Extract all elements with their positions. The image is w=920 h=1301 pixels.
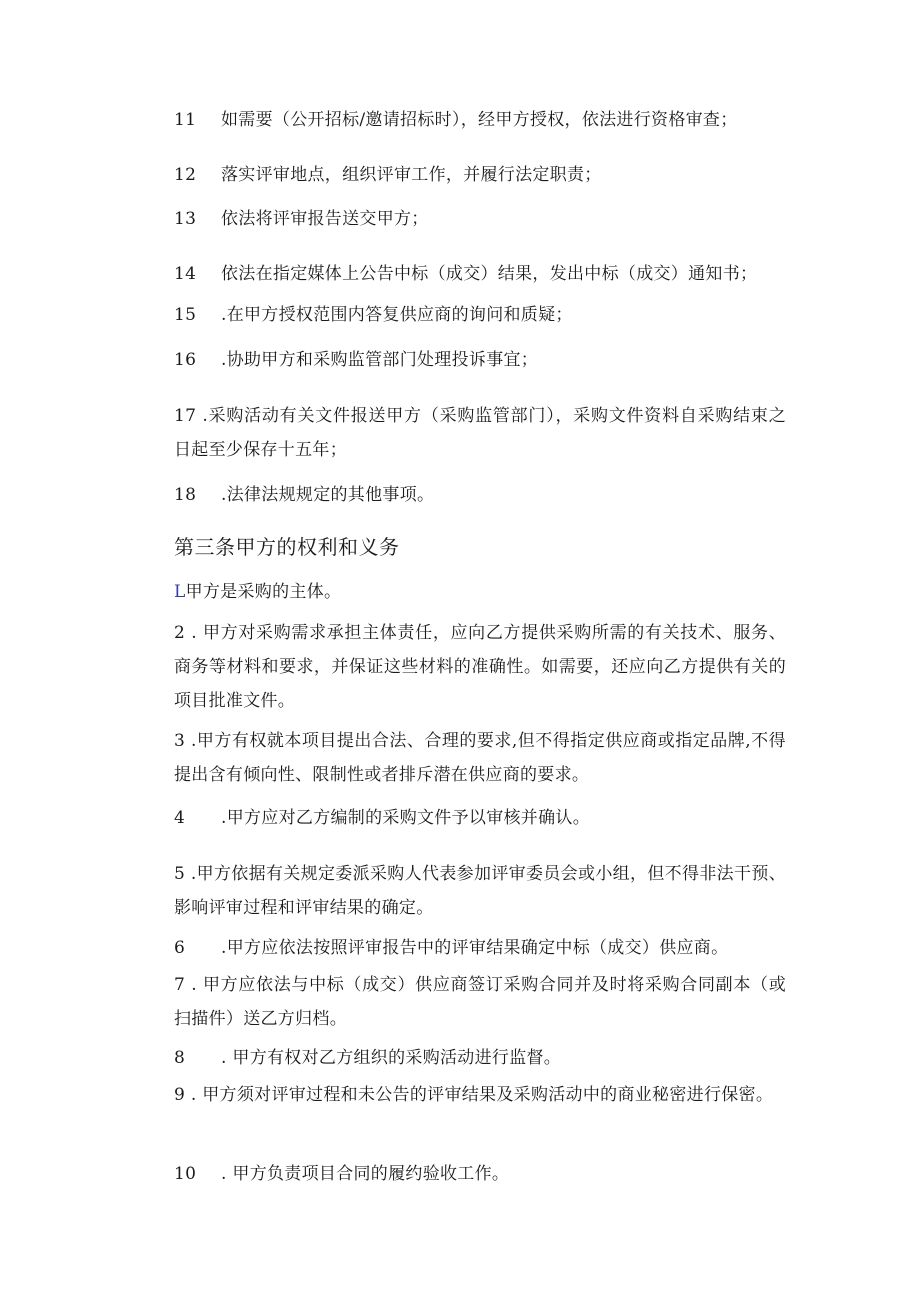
item-text: . 甲方有权对乙方组织的采购活动进行监督。: [221, 1048, 562, 1068]
item-number: 2: [174, 623, 186, 643]
list-item: [174, 348, 538, 372]
item-text: .甲方有权就本项目提出合法、合理的要求,但不得指定供应商或指定品牌,不得提出含有倾向性、限制性或者排斥潜在供应商的要求。: [174, 731, 786, 785]
list-item: [174, 483, 434, 507]
item-number: 15: [174, 305, 197, 325]
item-text: . 甲方对采购需求承担主体责任，应向乙方提供采购所需的有关技术、服务、商务等材料和要求，并保证这些材料的准确性。如需要，还应向乙方提供有关的项目批准文件。: [174, 623, 786, 711]
list-item: [174, 724, 786, 792]
item-text: .甲方应依法按照评审报告中的评审结果确定中标（成交）供应商。: [221, 938, 729, 958]
list-item: [174, 580, 341, 604]
item-number: 14: [174, 264, 197, 284]
item-number: 6: [174, 938, 186, 958]
item-text: 如需要（公开招标/邀请招标时），经甲方授权，依法进行资格审查；: [221, 110, 738, 130]
item-number: L: [174, 582, 186, 602]
item-text: 甲方是采购的主体。: [185, 582, 342, 602]
item-number: 17: [174, 406, 197, 426]
item-number: 10: [174, 1164, 197, 1184]
item-text: .采购活动有关文件报送甲方（采购监管部门），采购文件资料自采购结束之日起至少保存十五年；: [174, 406, 786, 460]
item-text: .在甲方授权范围内答复供应商的询问和质疑；: [221, 305, 573, 325]
item-number: 11: [174, 110, 197, 130]
item-number: 18: [174, 485, 197, 505]
list-item: [174, 108, 738, 132]
item-number: 3: [174, 731, 186, 751]
list-item: [174, 806, 590, 830]
list-item: [174, 1078, 786, 1112]
item-number: 8: [174, 1048, 186, 1068]
item-number: 16: [174, 350, 197, 370]
section-title: 第三条甲方的权利和义务: [174, 535, 400, 559]
list-item: [174, 616, 786, 718]
list-item: [174, 303, 573, 327]
item-text: .甲方应对乙方编制的采购文件予以审核并确认。: [221, 808, 591, 828]
item-number: 4: [174, 808, 186, 828]
item-number: 13: [174, 209, 197, 229]
list-item: [174, 968, 786, 1036]
item-number: 5: [174, 864, 186, 884]
item-text: .法律法规规定的其他事项。: [221, 485, 435, 505]
item-text: 落实评审地点，组织评审工作，并履行法定职责；: [221, 165, 602, 185]
item-text: . 甲方负责项目合同的履约验收工作。: [221, 1164, 510, 1184]
item-number: 12: [174, 165, 197, 185]
item-text: . 甲方应依法与中标（成交）供应商签订采购合同并及时将采购合同副本（或扫描件）送乙方归档。: [174, 975, 786, 1029]
list-item: [174, 163, 602, 187]
item-number: 9: [174, 1085, 186, 1105]
item-text: 依法在指定媒体上公告中标（成交）结果，发出中标（成交）通知书；: [221, 264, 758, 284]
list-item: [174, 399, 786, 467]
list-item: [174, 1162, 509, 1186]
list-item: [174, 1046, 561, 1070]
item-number: 7: [174, 975, 186, 995]
item-text: 依法将评审报告送交甲方；: [221, 209, 429, 229]
list-item: [174, 936, 728, 960]
item-text: . 甲方须对评审过程和未公告的评审结果及采购活动中的商业秘密进行保密。: [190, 1085, 774, 1105]
list-item: [174, 207, 429, 231]
list-item: [174, 262, 757, 286]
item-text: .甲方依据有关规定委派采购人代表参加评审委员会或小组，但不得非法干预、影响评审过程和评审结果的确定。: [174, 864, 786, 918]
list-item: [174, 857, 786, 925]
item-text: .协助甲方和采购监管部门处理投诉事宜；: [221, 350, 539, 370]
